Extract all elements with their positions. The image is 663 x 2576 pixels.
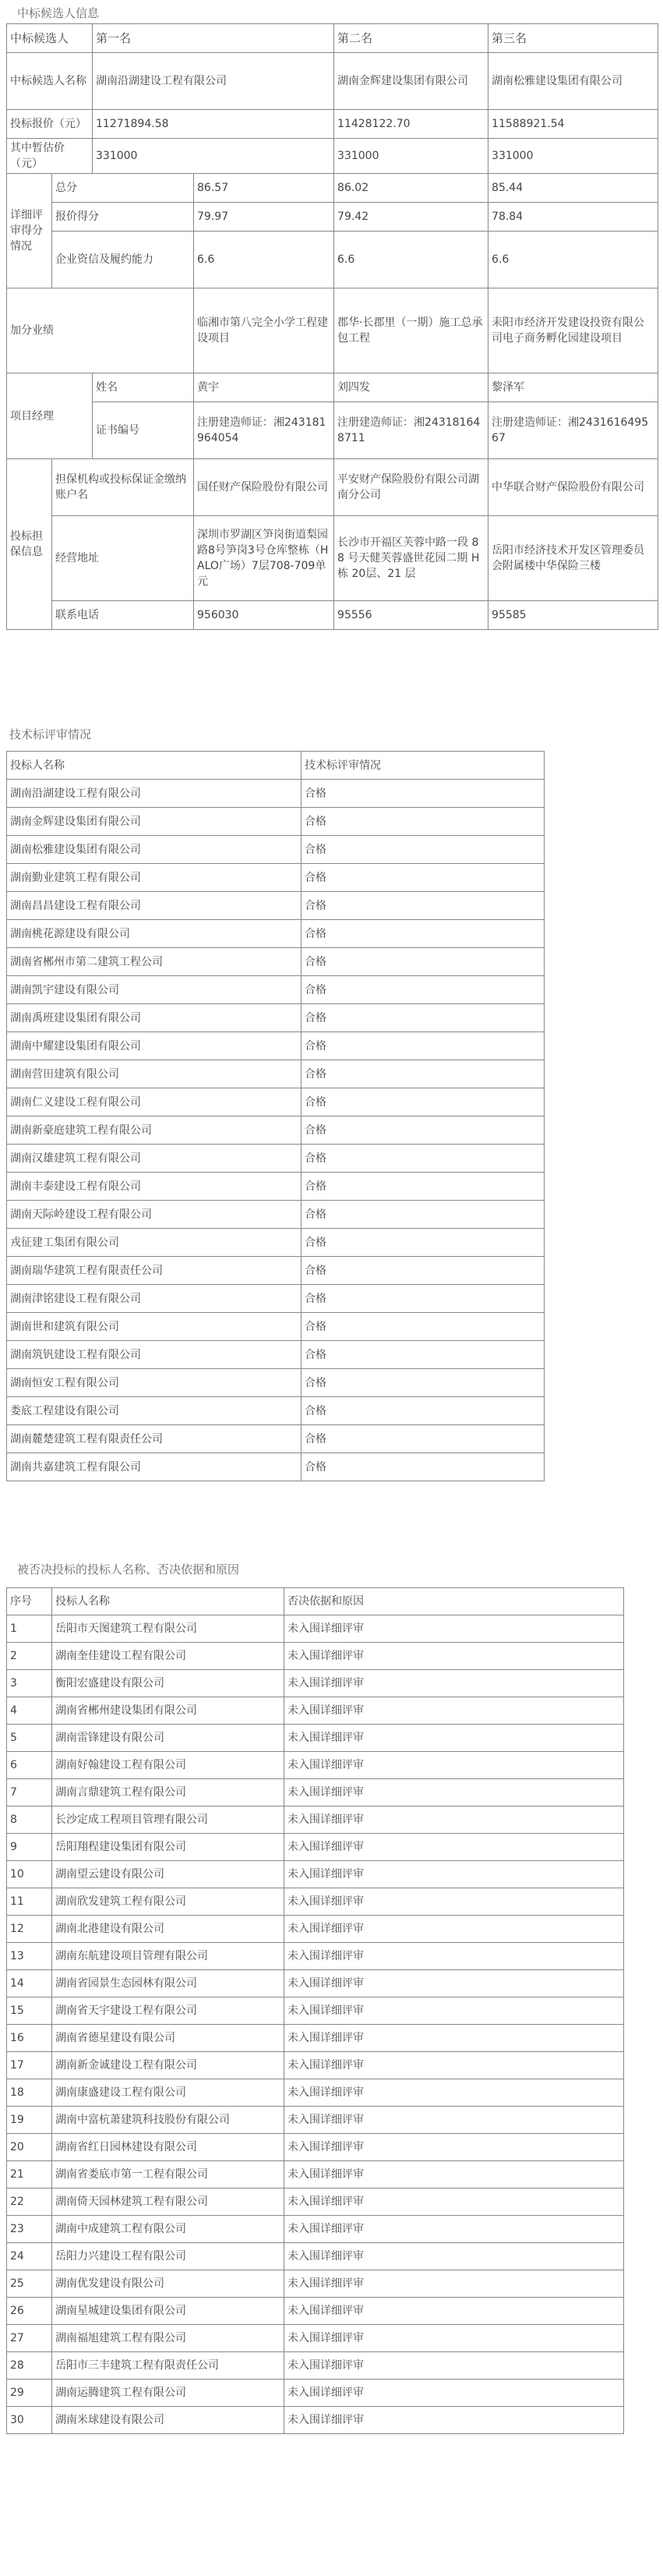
row-number: 1 xyxy=(7,1615,52,1643)
bidder-name: 湖南勤业建筑工程有限公司 xyxy=(7,864,302,892)
table-row xyxy=(7,2216,624,2243)
phone-first: 956030 xyxy=(194,601,334,630)
total-label: 总分 xyxy=(52,174,194,203)
tech-col-result: 技术标评审情况 xyxy=(302,752,545,780)
tech-result: 合格 xyxy=(302,1285,545,1313)
table-row xyxy=(7,1313,545,1341)
pm-label: 项目经理 xyxy=(7,373,93,459)
bidder-name: 湖南丰泰建设工程有限公司 xyxy=(7,1173,302,1201)
bidder-name: 湖南省红日园林建设有限公司 xyxy=(52,2134,284,2161)
table-row xyxy=(7,1697,624,1725)
row-number: 3 xyxy=(7,1670,52,1697)
table-row xyxy=(7,976,545,1004)
pm-name-label: 姓名 xyxy=(93,373,194,402)
table-row xyxy=(7,2243,624,2270)
bidder-name: 娄底工程建设有限公司 xyxy=(7,1397,302,1425)
section1-title: 中标候选人信息 xyxy=(17,6,100,20)
table-row xyxy=(7,2161,624,2189)
reject-reason: 未入围详细评审 xyxy=(284,2107,624,2134)
table-row xyxy=(7,1116,545,1145)
header-second: 第二名 xyxy=(334,24,488,53)
rejected-col-name: 投标人名称 xyxy=(52,1588,284,1615)
reject-reason: 未入围详细评审 xyxy=(284,1943,624,1970)
table-row xyxy=(7,2025,624,2052)
row-number: 2 xyxy=(7,1643,52,1670)
reject-reason: 未入围详细评审 xyxy=(284,2325,624,2352)
candidates-table xyxy=(6,23,658,630)
bidder-name: 湖南言鼎建筑工程有限公司 xyxy=(52,1779,284,1806)
rejected-col-no: 序号 xyxy=(7,1588,52,1615)
bonus-label: 加分业绩 xyxy=(7,288,194,373)
table-row xyxy=(7,1643,624,1670)
bidder-name: 长沙定成工程项目管理有限公司 xyxy=(52,1806,284,1834)
table-row xyxy=(7,1088,545,1116)
bidder-name: 湖南奎佳建设工程有限公司 xyxy=(52,1643,284,1670)
bidder-name: 湖南省郴州市第二建筑工程公司 xyxy=(7,948,302,976)
reject-reason: 未入围详细评审 xyxy=(284,1997,624,2025)
guarantor-second: 平安财产保险股份有限公司湖南分公司 xyxy=(334,459,488,516)
tech-result: 合格 xyxy=(302,1257,545,1285)
table-row xyxy=(7,808,545,836)
bidder-name: 戎征建工集团有限公司 xyxy=(7,1229,302,1257)
tech-result: 合格 xyxy=(302,920,545,948)
tech-result: 合格 xyxy=(302,1369,545,1397)
tech-result: 合格 xyxy=(302,1116,545,1145)
reject-reason: 未入围详细评审 xyxy=(284,2243,624,2270)
bidder-name: 湖南北港建设有限公司 xyxy=(52,1916,284,1943)
price-score-first: 79.97 xyxy=(194,203,334,232)
table-row xyxy=(7,2270,624,2298)
price-score-second: 79.42 xyxy=(334,203,488,232)
tech-result: 合格 xyxy=(302,1088,545,1116)
guarantor-first: 国任财产保险股份有限公司 xyxy=(194,459,334,516)
bid-first: 11271894.58 xyxy=(93,110,334,139)
total-first: 86.57 xyxy=(194,174,334,203)
address-second: 长沙市开福区芙蓉中路一段 88 号天健芙蓉盛世花园二期 H 栋 20层、21 层 xyxy=(334,516,488,601)
table-row xyxy=(7,1425,545,1453)
review-label: 详细评审得分情况 xyxy=(7,174,52,288)
bidder-name: 湖南禹班建设集团有限公司 xyxy=(7,1004,302,1032)
bidder-name: 湖南新金诚建设工程有限公司 xyxy=(52,2052,284,2079)
row-number: 26 xyxy=(7,2298,52,2325)
total-second: 86.02 xyxy=(334,174,488,203)
address-first: 深圳市罗湖区笋岗街道梨园路8号笋岗3号仓库整栋（HALO广场）7层708-709单元 xyxy=(194,516,334,601)
table-row xyxy=(7,1997,624,2025)
table-row xyxy=(7,780,545,808)
bidder-name: 湖南省天宇建设工程有限公司 xyxy=(52,1997,284,2025)
table-row xyxy=(7,2352,624,2380)
bidder-name: 湖南中成建筑工程有限公司 xyxy=(52,2216,284,2243)
tech-result: 合格 xyxy=(302,1032,545,1060)
tech-result: 合格 xyxy=(302,836,545,864)
reject-reason: 未入围详细评审 xyxy=(284,1615,624,1643)
reject-reason: 未入围详细评审 xyxy=(284,2380,624,2407)
address-label: 经营地址 xyxy=(52,516,194,601)
tech-result: 合格 xyxy=(302,1060,545,1088)
reject-reason: 未入围详细评审 xyxy=(284,1779,624,1806)
bidder-name: 湖南瑞华建筑工程有限责任公司 xyxy=(7,1257,302,1285)
rejected-col-reason: 否决依据和原因 xyxy=(284,1588,624,1615)
bidder-name: 湖南省娄底市第一工程有限公司 xyxy=(52,2161,284,2189)
table-row xyxy=(7,1453,545,1481)
row-number: 22 xyxy=(7,2189,52,2216)
bidder-name: 湖南倚天园林建筑工程有限公司 xyxy=(52,2189,284,2216)
section2-title: 技术标评审情况 xyxy=(9,727,92,741)
table-row xyxy=(7,1725,624,1752)
row-number: 17 xyxy=(7,2052,52,2079)
bidder-name: 湖南省郴州建设集团有限公司 xyxy=(52,1697,284,1725)
phone-second: 95556 xyxy=(334,601,488,630)
row-number: 9 xyxy=(7,1834,52,1861)
qual-second: 6.6 xyxy=(334,232,488,288)
row-number: 27 xyxy=(7,2325,52,2352)
row-number: 5 xyxy=(7,1725,52,1752)
tech-result: 合格 xyxy=(302,1397,545,1425)
row-number: 24 xyxy=(7,2243,52,2270)
tech-result: 合格 xyxy=(302,1201,545,1229)
reject-reason: 未入围详细评审 xyxy=(284,1697,624,1725)
table-row xyxy=(7,836,545,864)
table-row xyxy=(7,1060,545,1088)
bidder-name: 湖南康盛建设工程有限公司 xyxy=(52,2079,284,2107)
table-row xyxy=(7,2407,624,2434)
table-row xyxy=(7,1173,545,1201)
table-row xyxy=(7,2107,624,2134)
header-first: 第一名 xyxy=(93,24,334,53)
bidder-name: 湖南筑钒建设工程有限公司 xyxy=(7,1341,302,1369)
bidder-name: 湖南东航建设项目管理有限公司 xyxy=(52,1943,284,1970)
row-number: 23 xyxy=(7,2216,52,2243)
tech-review-table xyxy=(6,751,545,1481)
guarantor-label: 担保机构或投标保证金缴纳账户名 xyxy=(52,459,194,516)
row-number: 10 xyxy=(7,1861,52,1888)
bidder-name: 湖南省园景生态园林有限公司 xyxy=(52,1970,284,1997)
bidder-name: 湖南昌昌建设工程有限公司 xyxy=(7,892,302,920)
bidder-name: 湖南欣发建筑工程有限公司 xyxy=(52,1888,284,1916)
tech-result: 合格 xyxy=(302,1453,545,1481)
provisional-first: 331000 xyxy=(93,139,334,174)
bidder-name: 湖南中富杭萧建筑科技股份有限公司 xyxy=(52,2107,284,2134)
pm-name-second: 刘四发 xyxy=(334,373,488,402)
rejected-table xyxy=(6,1587,624,2434)
reject-reason: 未入围详细评审 xyxy=(284,2052,624,2079)
table-row xyxy=(7,1916,624,1943)
table-row xyxy=(7,864,545,892)
bidder-name: 湖南桃花源建设有限公司 xyxy=(7,920,302,948)
bidder-name: 湖南天际岭建设工程有限公司 xyxy=(7,1201,302,1229)
bidder-name: 岳阳市三丰建筑工程有限责任公司 xyxy=(52,2352,284,2380)
qual-first: 6.6 xyxy=(194,232,334,288)
bid-second: 11428122.70 xyxy=(334,110,488,139)
table-row xyxy=(7,1834,624,1861)
cert-third: 注册建造师证：湘243161649567 xyxy=(488,402,658,459)
row-number: 19 xyxy=(7,2107,52,2134)
table-row xyxy=(7,1285,545,1313)
table-row xyxy=(7,2298,624,2325)
table-row xyxy=(7,1752,624,1779)
qual-third: 6.6 xyxy=(488,232,658,288)
reject-reason: 未入围详细评审 xyxy=(284,2352,624,2380)
reject-reason: 未入围详细评审 xyxy=(284,1670,624,1697)
bidder-name: 湖南凯宇建设有限公司 xyxy=(7,976,302,1004)
table-row xyxy=(7,1201,545,1229)
total-third: 85.44 xyxy=(488,174,658,203)
provisional-label: 其中暂估价（元） xyxy=(7,139,93,174)
table-row xyxy=(7,2134,624,2161)
bidder-name: 岳阳力兴建设工程有限公司 xyxy=(52,2243,284,2270)
table-row xyxy=(7,892,545,920)
bidder-name: 湖南优发建设有限公司 xyxy=(52,2270,284,2298)
row-number: 7 xyxy=(7,1779,52,1806)
name-label: 中标候选人名称 xyxy=(7,53,93,110)
table-row xyxy=(7,1369,545,1397)
row-number: 16 xyxy=(7,2025,52,2052)
bidder-name: 岳阳市天图建筑工程有限公司 xyxy=(52,1615,284,1643)
bonus-third: 耒阳市经济开发建设投资有限公司电子商务孵化园建设项目 xyxy=(488,288,658,373)
reject-reason: 未入围详细评审 xyxy=(284,1861,624,1888)
cert-second: 注册建造师证：湘243181648711 xyxy=(334,402,488,459)
row-number: 18 xyxy=(7,2079,52,2107)
price-score-third: 78.84 xyxy=(488,203,658,232)
reject-reason: 未入围详细评审 xyxy=(284,1752,624,1779)
reject-reason: 未入围详细评审 xyxy=(284,2134,624,2161)
cert-label: 证书编号 xyxy=(93,402,194,459)
table-row xyxy=(7,2052,624,2079)
tech-result: 合格 xyxy=(302,808,545,836)
row-number: 12 xyxy=(7,1916,52,1943)
table-row xyxy=(7,1970,624,1997)
row-number: 21 xyxy=(7,2161,52,2189)
table-row xyxy=(7,1341,545,1369)
tech-result: 合格 xyxy=(302,1229,545,1257)
bidder-name: 湖南松雅建设集团有限公司 xyxy=(7,836,302,864)
row-number: 30 xyxy=(7,2407,52,2434)
bidder-name: 湖南省德星建设有限公司 xyxy=(52,2025,284,2052)
provisional-second: 331000 xyxy=(334,139,488,174)
table-row xyxy=(7,1229,545,1257)
row-number: 15 xyxy=(7,1997,52,2025)
table-row xyxy=(7,920,545,948)
reject-reason: 未入围详细评审 xyxy=(284,2270,624,2298)
tech-result: 合格 xyxy=(302,780,545,808)
phone-third: 95585 xyxy=(488,601,658,630)
table-row xyxy=(7,1943,624,1970)
bidder-name: 湖南营田建筑有限公司 xyxy=(7,1060,302,1088)
bid-label: 投标报价（元） xyxy=(7,110,93,139)
table-row xyxy=(7,2189,624,2216)
address-third: 岳阳市经济技术开发区管理委员会附属楼中华保险三楼 xyxy=(488,516,658,601)
pm-name-first: 黄宇 xyxy=(194,373,334,402)
reject-reason: 未入围详细评审 xyxy=(284,2216,624,2243)
table-row xyxy=(7,1861,624,1888)
tech-result: 合格 xyxy=(302,1313,545,1341)
table-row xyxy=(7,1145,545,1173)
row-number: 25 xyxy=(7,2270,52,2298)
bidder-name: 湖南金辉建设集团有限公司 xyxy=(7,808,302,836)
bidder-name: 湖南好翰建设工程有限公司 xyxy=(52,1752,284,1779)
table-row xyxy=(7,1257,545,1285)
reject-reason: 未入围详细评审 xyxy=(284,2298,624,2325)
reject-reason: 未入围详细评审 xyxy=(284,1970,624,1997)
table-row xyxy=(7,1004,545,1032)
tech-result: 合格 xyxy=(302,1173,545,1201)
bidder-name: 湖南沿湖建设工程有限公司 xyxy=(7,780,302,808)
row-number: 4 xyxy=(7,1697,52,1725)
table-row xyxy=(7,1888,624,1916)
bidder-name: 湖南雷锋建设有限公司 xyxy=(52,1725,284,1752)
bidder-name: 岳阳翔程建设集团有限公司 xyxy=(52,1834,284,1861)
phone-label: 联系电话 xyxy=(52,601,194,630)
bidder-name: 湖南共嘉建筑工程有限公司 xyxy=(7,1453,302,1481)
bidder-name: 湖南恒安工程有限公司 xyxy=(7,1369,302,1397)
bonus-second: 郡华·长郡里（一期）施工总承包工程 xyxy=(334,288,488,373)
table-row xyxy=(7,2325,624,2352)
bidder-name: 湖南星城建设集团有限公司 xyxy=(52,2298,284,2325)
bidder-name: 湖南津铭建设工程有限公司 xyxy=(7,1285,302,1313)
table-row xyxy=(7,2380,624,2407)
bidder-name: 衡阳宏盛建设有限公司 xyxy=(52,1670,284,1697)
reject-reason: 未入围详细评审 xyxy=(284,1834,624,1861)
qual-label: 企业资信及履约能力 xyxy=(52,232,194,288)
row-number: 14 xyxy=(7,1970,52,1997)
guarantee-label: 投标担保信息 xyxy=(7,459,52,630)
guarantor-third: 中华联合财产保险股份有限公司 xyxy=(488,459,658,516)
tech-result: 合格 xyxy=(302,892,545,920)
table-row xyxy=(7,1670,624,1697)
tech-col-name: 投标人名称 xyxy=(7,752,302,780)
cert-first: 注册建造师证：湘243181964054 xyxy=(194,402,334,459)
reject-reason: 未入围详细评审 xyxy=(284,1888,624,1916)
bid-third: 11588921.54 xyxy=(488,110,658,139)
reject-reason: 未入围详细评审 xyxy=(284,2079,624,2107)
table-row xyxy=(7,1779,624,1806)
row-number: 28 xyxy=(7,2352,52,2380)
table-row xyxy=(7,2079,624,2107)
bidder-name: 湖南望云建设有限公司 xyxy=(52,1861,284,1888)
tech-result: 合格 xyxy=(302,1425,545,1453)
tech-result: 合格 xyxy=(302,864,545,892)
table-row xyxy=(7,948,545,976)
pm-name-third: 黎泽军 xyxy=(488,373,658,402)
row-number: 29 xyxy=(7,2380,52,2407)
reject-reason: 未入围详细评审 xyxy=(284,2161,624,2189)
name-third: 湖南松雅建设集团有限公司 xyxy=(488,53,658,110)
row-number: 20 xyxy=(7,2134,52,2161)
tech-result: 合格 xyxy=(302,1004,545,1032)
tech-result: 合格 xyxy=(302,1145,545,1173)
bidder-name: 湖南世和建筑有限公司 xyxy=(7,1313,302,1341)
name-second: 湖南金辉建设集团有限公司 xyxy=(334,53,488,110)
tech-result: 合格 xyxy=(302,948,545,976)
reject-reason: 未入围详细评审 xyxy=(284,1806,624,1834)
reject-reason: 未入围详细评审 xyxy=(284,1916,624,1943)
bonus-first: 临湘市第八完全小学工程建设项目 xyxy=(194,288,334,373)
bidder-name: 湖南仁义建设工程有限公司 xyxy=(7,1088,302,1116)
bidder-name: 湖南汉雄建筑工程有限公司 xyxy=(7,1145,302,1173)
table-row xyxy=(7,1806,624,1834)
tech-result: 合格 xyxy=(302,976,545,1004)
reject-reason: 未入围详细评审 xyxy=(284,2189,624,2216)
row-number: 8 xyxy=(7,1806,52,1834)
bidder-name: 湖南福旭建筑工程有限公司 xyxy=(52,2325,284,2352)
reject-reason: 未入围详细评审 xyxy=(284,2407,624,2434)
table-row xyxy=(7,1032,545,1060)
section3-title: 被否决投标的投标人名称、否决依据和原因 xyxy=(17,1562,240,1576)
row-number: 6 xyxy=(7,1752,52,1779)
bidder-name: 湖南中耀建设集团有限公司 xyxy=(7,1032,302,1060)
provisional-third: 331000 xyxy=(488,139,658,174)
name-first: 湖南沿湖建设工程有限公司 xyxy=(93,53,334,110)
header-third: 第三名 xyxy=(488,24,658,53)
header-label: 中标候选人 xyxy=(7,24,93,53)
table-row xyxy=(7,1397,545,1425)
table-row xyxy=(7,1615,624,1643)
row-number: 13 xyxy=(7,1943,52,1970)
bidder-name: 湖南新豪庭建筑工程有限公司 xyxy=(7,1116,302,1145)
bidder-name: 湖南运腾建筑工程有限公司 xyxy=(52,2380,284,2407)
tech-result: 合格 xyxy=(302,1341,545,1369)
price-score-label: 报价得分 xyxy=(52,203,194,232)
reject-reason: 未入围详细评审 xyxy=(284,2025,624,2052)
row-number: 11 xyxy=(7,1888,52,1916)
reject-reason: 未入围详细评审 xyxy=(284,1725,624,1752)
bidder-name: 湖南麓楚建筑工程有限责任公司 xyxy=(7,1425,302,1453)
reject-reason: 未入围详细评审 xyxy=(284,1643,624,1670)
bidder-name: 湖南米球建设有限公司 xyxy=(52,2407,284,2434)
